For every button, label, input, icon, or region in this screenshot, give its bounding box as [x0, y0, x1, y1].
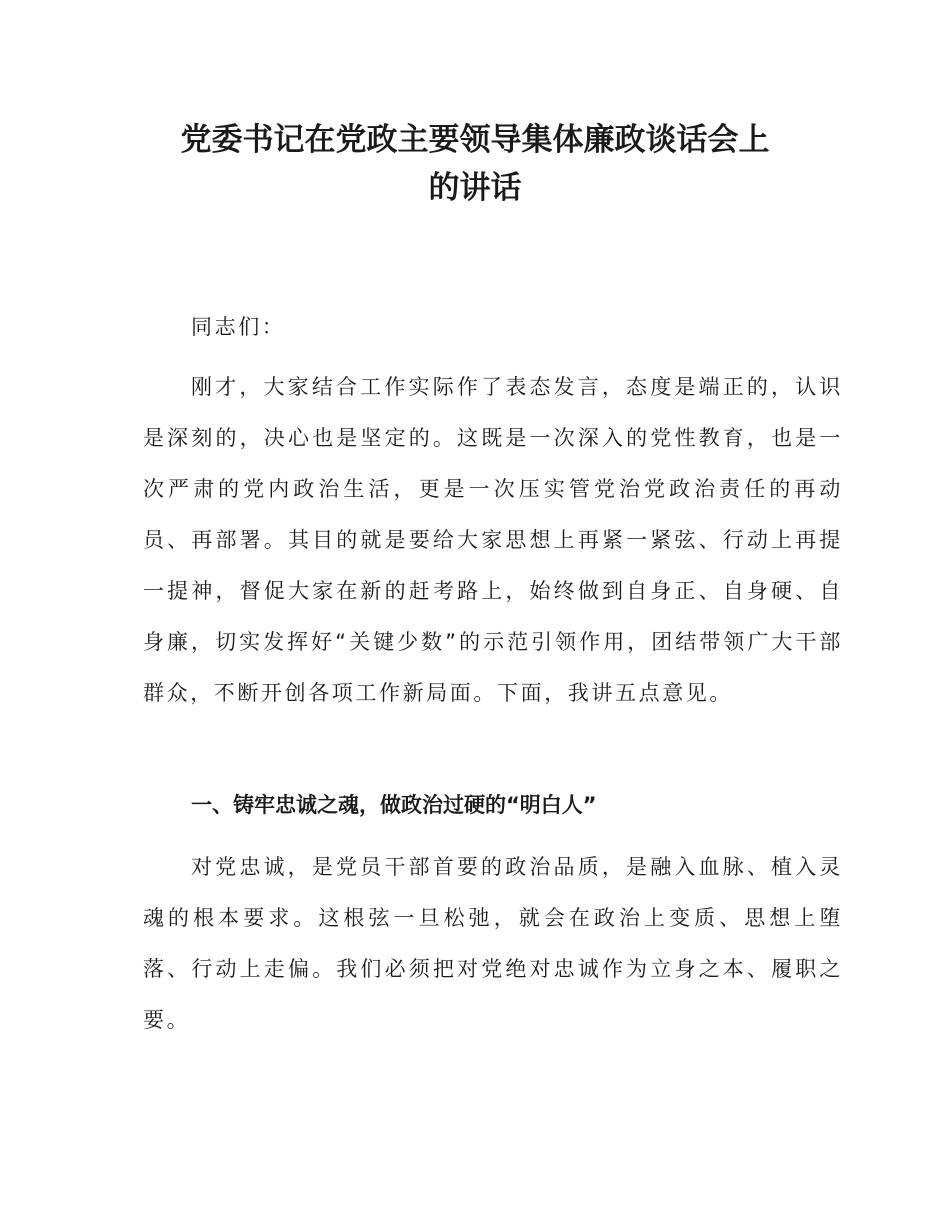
paragraph-1: 刚才，大家结合工作实际作了表态发言，态度是端正的，认识是深刻的，决心也是坚定的。这既是一次深入的党性教育，也是一次严肃的党内政治生活，更是一次压实管党治党政治责任的再动员、再部署。其目的就是要给大家思想上再紧一紧弦、行动上再提一提神，督促大家在新的赶考路上，始终做到自身正、自身硬、自身廉，切实发挥好“关键少数”的示范引领作用，团结带领广大干部群众，不断开创各项工作新局面。下面，我讲五点意见。	[143, 375, 843, 705]
greeting: 同志们：	[191, 315, 286, 339]
document-title-line-1: 党委书记在党政主要领导集体廉政谈话会上	[180, 122, 770, 158]
document-title-line-2: 的讲话	[428, 170, 522, 206]
paragraph-2: 对党忠诚，是党员干部首要的政治品质，是融入血脉、植入灵魂的根本要求。这根弦一旦松弛，就会在政治上变质、思想上堕落、行动上走偏。我们必须把对党绝对忠诚作为立身之本、履职之要。	[143, 855, 843, 1032]
section-1-heading: 一、铸牢忠诚之魂，做政治过硬的“明白人”	[191, 793, 597, 817]
